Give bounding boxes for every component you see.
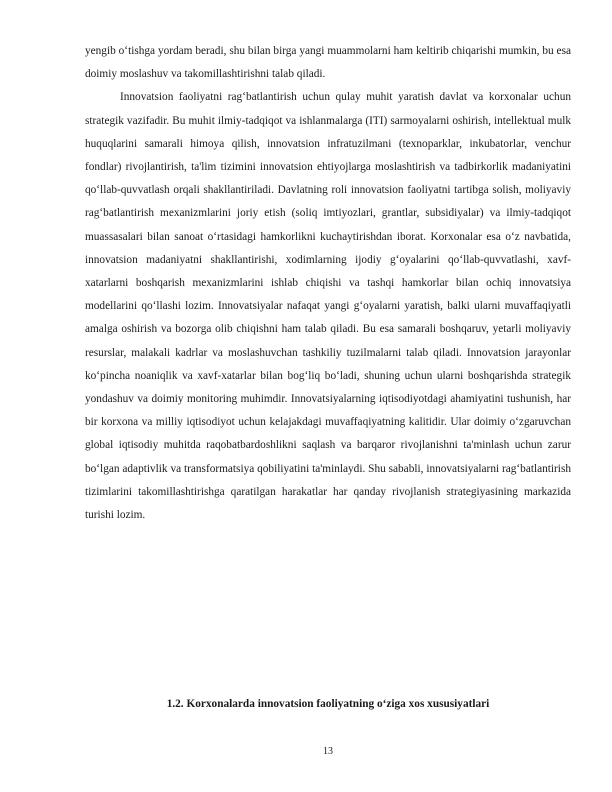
section-heading: 1.2. Korxonalarda innovatsion faoliyatning o‘ziga xos xususiyatlari [166, 698, 490, 710]
paragraph-innovation-environment: Innovatsion faoliyatni rag‘batlantirish uchun qulay muhit yaratish davlat va korxonalar uchun strategik vazifadir. Bu muhit ilmiy-tadqiqot va ishlanmalarga (ITI) sarmoyalarni oshirish, intellektual mulk huquqlarini samarali himoya qilish, innovatsion infratuzilmani (texnoparklar, inkubatorlar, venchur fondlar) rivojlantirish, ta'lim tizimini innovatsion ehtiyojlarga moslashtirish va tadbirkorlik madaniyatini qo‘llab-quvvatlash orqali shakllantiriladi. Davlatning roli innovatsion faoliyatni tartibga solish, moliyaviy rag‘batlantirish mexanizmlarini joriy etish (soliq imtiyozlari, grantlar, subsidiyalar) va ilmiy-tadqiqot muassasalari bilan sanoat o‘rtasidagi hamkorlikni kuchaytirishdan iborat. Korxonalar esa o‘z navbatida, innovatsion madaniyatni shakllantirishi, xodimlarning ijodiy g‘oyalarini qo‘llab-quvvatlashi, xavf-xatarlarni boshqarish mexanizmlarini ishlab chiqishi va tashqi hamkorlar bilan ochiq innovatsiya modellarini qo‘llashi lozim. Innovatsiyalar nafaqat yangi g‘oyalarni yaratish, balki ularni muvaffaqiyatli amalga oshirish va bozorga olib chiqishni ham talab qiladi. Bu esa samarali boshqaruv, yetarli moliyaviy resurslar, malakali kadrlar va moslashuvchan tashkiliy tuzilmalarni talab qiladi. Innovatsion jarayonlar ko‘pincha noaniqlik va xavf-xatarlar bilan bog‘liq bo‘ladi, shuning uchun ularni boshqarishda strategik yondashuv va doimiy monitoring muhimdir. Innovatsiyalarning iqtisodiyotdagi ahamiyatini tushunish, har bir korxona va milliy iqtisodiyot uchun kelajakdagi muvaffaqiyatning kalitidir. Ular doimiy o‘zgaruvchan global iqtisodiy muhitda raqobatbardoshlikni saqlash va barqaror rivojlanishni ta'minlash uchun zarur bo‘lgan adaptivlik va transformatsiya qobiliyatini ta'minlaydi. Shu sababli, innovatsiyalarni rag‘batlantirish tizimlarini takomillashtirishga qaratilgan harakatlar har qanday rivojlanish strategiyasining markazida turishi lozim. [85, 91, 571, 522]
paragraph-continuation: yengib o‘tishga yordam beradi, shu bilan birga yangi muammolarni ham keltirib chiqarishi mumkin, bu esa doimiy moslashuv va takomillashtirishni talab qiladi. [85, 45, 571, 81]
page-number: 13 [323, 746, 333, 757]
document-page [85, 40, 571, 757]
